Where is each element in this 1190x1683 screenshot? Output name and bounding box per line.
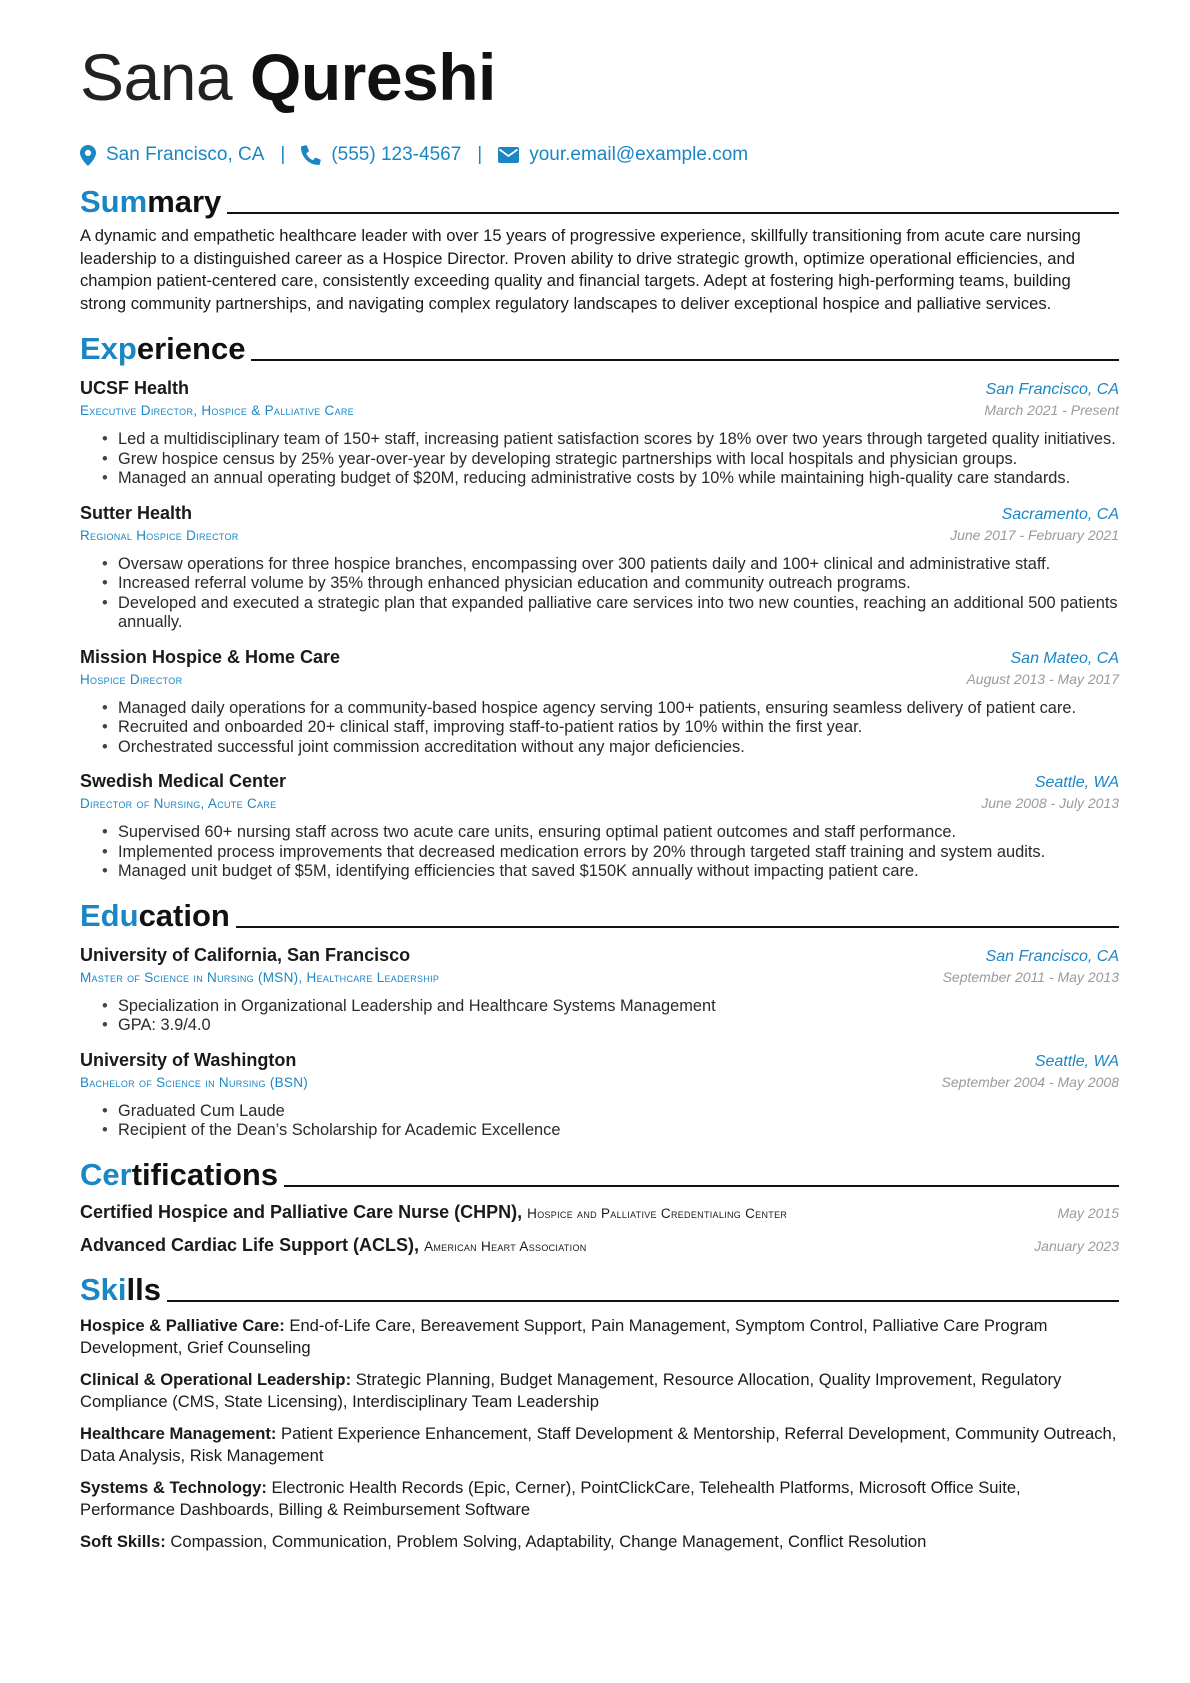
bullet-item: • Led a multidisciplinary team of 150+ staff, increasing patient satisfaction scores by 18% over two years through targeted quality initiatives.: [118, 430, 1119, 450]
skill-list: End-of-Life Care, Bereavement Support, Pain Management, Symptom Control, Palliative Care Program Development, Grief Counseling: [80, 1315, 1048, 1357]
certification-date: January 2023: [1034, 1237, 1119, 1254]
school-name: University of California, San Francisco: [80, 944, 411, 965]
entry-date: August 2013 - May 2017: [966, 670, 1119, 687]
contact-email[interactable]: [498, 144, 748, 166]
skill-group: [80, 1423, 1119, 1467]
section-title: Summary: [80, 184, 222, 219]
bullet-item: • Orchestrated successful joint commission accreditation without any major deficiencies.: [118, 738, 1119, 758]
entry-location: Sacramento, CA: [1001, 505, 1119, 523]
job-title: Hospice Director: [80, 671, 183, 687]
skill-list: Strategic Planning, Budget Management, Resource Allocation, Quality Improvement, Regulatory Compliance (CMS, State Licensing), Interdisciplinary Team Leadership: [80, 1369, 1062, 1411]
location-text: San Francisco, CA: [106, 144, 265, 165]
skill-group: [80, 1531, 1119, 1553]
entry-date: June 2008 - July 2013: [981, 795, 1119, 811]
experience-entry: [80, 503, 1119, 633]
certifications-heading: [80, 1156, 1119, 1192]
entry-location: San Francisco, CA: [985, 381, 1119, 398]
bullet-list: [80, 555, 1119, 633]
entry-date: September 2004 - May 2008: [941, 1073, 1119, 1090]
bullet-item: • Recruited and onboarded 20+ clinical staff, improving staff-to-patient ratios by 10% within the first year.: [118, 718, 1119, 738]
contact-location: [80, 144, 264, 166]
bullet-item: • Implemented process improvements that decreased medication errors by 20% through targeted staff training and system audits.: [118, 843, 1119, 863]
school-name: University of Washington: [80, 1049, 297, 1070]
bullet-item: • GPA: 3.9/4.0: [118, 1016, 1119, 1036]
section-rule: [167, 1300, 1119, 1302]
education-entry: [80, 945, 1119, 1036]
bullet-item: • Recipient of the Dean’s Scholarship for Academic Excellence: [118, 1121, 1119, 1141]
bullet-list: [80, 699, 1119, 758]
skill-category: Soft Skills:: [80, 1531, 166, 1551]
experience-heading: [80, 333, 1119, 364]
certification-issuer: American Heart Association: [424, 1238, 587, 1254]
skill-category: Hospice & Palliative Care:: [80, 1315, 285, 1335]
first-name: Sana: [80, 40, 233, 114]
contact-separator: |: [477, 144, 483, 165]
degree: Bachelor of Science in Nursing (BSN): [80, 1074, 309, 1090]
section-title: Skills: [80, 1271, 161, 1307]
skill-category: Clinical & Operational Leadership:: [80, 1369, 352, 1389]
bullet-item: • Specialization in Organizational Leadership and Healthcare Systems Management: [118, 997, 1119, 1017]
degree: Master of Science in Nursing (MSN), Healthcare Leadership: [80, 969, 440, 985]
employer-name: Sutter Health: [80, 502, 193, 523]
bullet-item: • Increased referral volume by 35% through enhanced physician education and community outreach programs.: [118, 574, 1119, 594]
entry-location: San Mateo, CA: [1010, 649, 1119, 667]
envelope-icon: [498, 147, 519, 163]
skill-group: [80, 1315, 1119, 1359]
map-pin-icon: [80, 145, 96, 166]
experience-entry: [80, 647, 1119, 758]
bullet-item: • Graduated Cum Laude: [118, 1102, 1119, 1122]
certification-date: May 2015: [1057, 1204, 1119, 1221]
education-entry: [80, 1050, 1119, 1141]
bullet-list: [80, 997, 1119, 1036]
section-rule: [227, 212, 1119, 214]
summary-heading: [80, 186, 1119, 217]
entry-location: San Francisco, CA: [985, 947, 1119, 965]
bullet-item: • Managed daily operations for a community-based hospice agency serving 100+ patients, ensuring seamless delivery of patient care.: [118, 699, 1119, 719]
candidate-name: [80, 40, 1119, 114]
bullet-item: • Grew hospice census by 25% year-over-year by developing strategic partnerships with local hospitals and physician groups.: [118, 450, 1119, 470]
bullet-item: • Supervised 60+ nursing staff across two acute care units, ensuring optimal patient outcomes and staff performance.: [118, 823, 1119, 843]
section-rule: [284, 1185, 1119, 1187]
job-title: Director of Nursing, Acute Care: [80, 796, 277, 811]
skill-group: [80, 1477, 1119, 1521]
section-title: Education: [80, 897, 230, 933]
certification-issuer: Hospice and Palliative Credentialing Center: [527, 1205, 788, 1221]
skill-list: Patient Experience Enhancement, Staff Development & Mentorship, Referral Development, Community Outreach, Data Analysis, Risk Management: [80, 1423, 1117, 1465]
skill-category: Systems & Technology:: [80, 1477, 267, 1497]
skill-group: [80, 1369, 1119, 1413]
section-rule: [251, 359, 1119, 361]
entry-date: June 2017 - February 2021: [950, 526, 1119, 543]
section-rule: [236, 926, 1119, 928]
certification-item: Advanced Cardiac Life Support (ACLS), American Heart Association January 2023: [80, 1234, 1119, 1255]
entry-date: September 2011 - May 2013: [942, 968, 1119, 985]
job-title: Regional Hospice Director: [80, 527, 239, 543]
experience-entry: [80, 378, 1119, 489]
section-title: Experience: [80, 331, 246, 366]
employer-name: Mission Hospice & Home Care: [80, 646, 341, 667]
contact-separator: |: [280, 144, 286, 165]
job-title: Executive Director, Hospice & Palliative Care: [80, 403, 354, 418]
bullet-item: • Developed and executed a strategic plan that expanded palliative care services into two new counties, reaching an additional 500 patients annually.: [118, 594, 1119, 633]
last-name: Qureshi: [249, 40, 496, 114]
experience-entry: [80, 771, 1119, 882]
entry-location: Seattle, WA: [1034, 774, 1119, 791]
entry-location: Seattle, WA: [1034, 1052, 1119, 1070]
email-link: your.email@example.com: [529, 144, 749, 165]
skill-category: Healthcare Management:: [80, 1423, 277, 1443]
bullet-list: [80, 823, 1119, 882]
bullet-item: • Managed unit budget of $5M, identifying efficiencies that saved $150K annually without impacting patient care.: [118, 862, 1119, 882]
phone-icon: [301, 145, 321, 165]
entry-date: March 2021 - Present: [984, 402, 1119, 418]
contact-bar: [80, 144, 1119, 166]
summary-text: A dynamic and empathetic healthcare leader with over 15 years of progressive experience, skillfully transitioning from acute care nursing leadership to a distinguished career as a Hospice Director. Proven ability to drive strategic growth, optimize operational efficiencies, and champion patient-centered care, consistently exceeding quality and financial targets. Adept at fostering high-performing teams, building strong community partnerships, and navigating complex regulatory landscapes to deliver exceptional hospice and palliative services.: [80, 226, 1081, 313]
bullet-list: [80, 1102, 1119, 1141]
employer-name: Swedish Medical Center: [80, 771, 287, 791]
certification-title: Certified Hospice and Palliative Care Nurse (CHPN): [80, 1201, 518, 1222]
certification-item: Certified Hospice and Palliative Care Nurse (CHPN), Hospice and Palliative Credentialing Center May 2015: [80, 1201, 1119, 1222]
certification-title: Advanced Cardiac Life Support (ACLS): [80, 1234, 415, 1255]
phone-text: (555) 123-4567: [331, 144, 462, 165]
contact-phone[interactable]: [301, 144, 461, 166]
education-heading: [80, 897, 1119, 933]
bullet-item: • Managed an annual operating budget of $20M, reducing administrative costs by 10% while maintaining high-quality care standards.: [118, 469, 1119, 489]
bullet-list: [80, 430, 1119, 489]
section-title: Certifications: [80, 1156, 279, 1192]
bullet-item: • Oversaw operations for three hospice branches, encompassing over 300 patients daily and 100+ clinical and administrative staff.: [118, 555, 1119, 575]
skill-list: Compassion, Communication, Problem Solving, Adaptability, Change Management, Conflict Resolution: [170, 1531, 927, 1551]
skill-list: Electronic Health Records (Epic, Cerner), PointClickCare, Telehealth Platforms, Microsoft Office Suite, Performance Dashboards, Billing & Reimbursement Software: [80, 1477, 1021, 1519]
employer-name: UCSF Health: [80, 378, 190, 398]
skills-heading: [80, 1271, 1119, 1307]
